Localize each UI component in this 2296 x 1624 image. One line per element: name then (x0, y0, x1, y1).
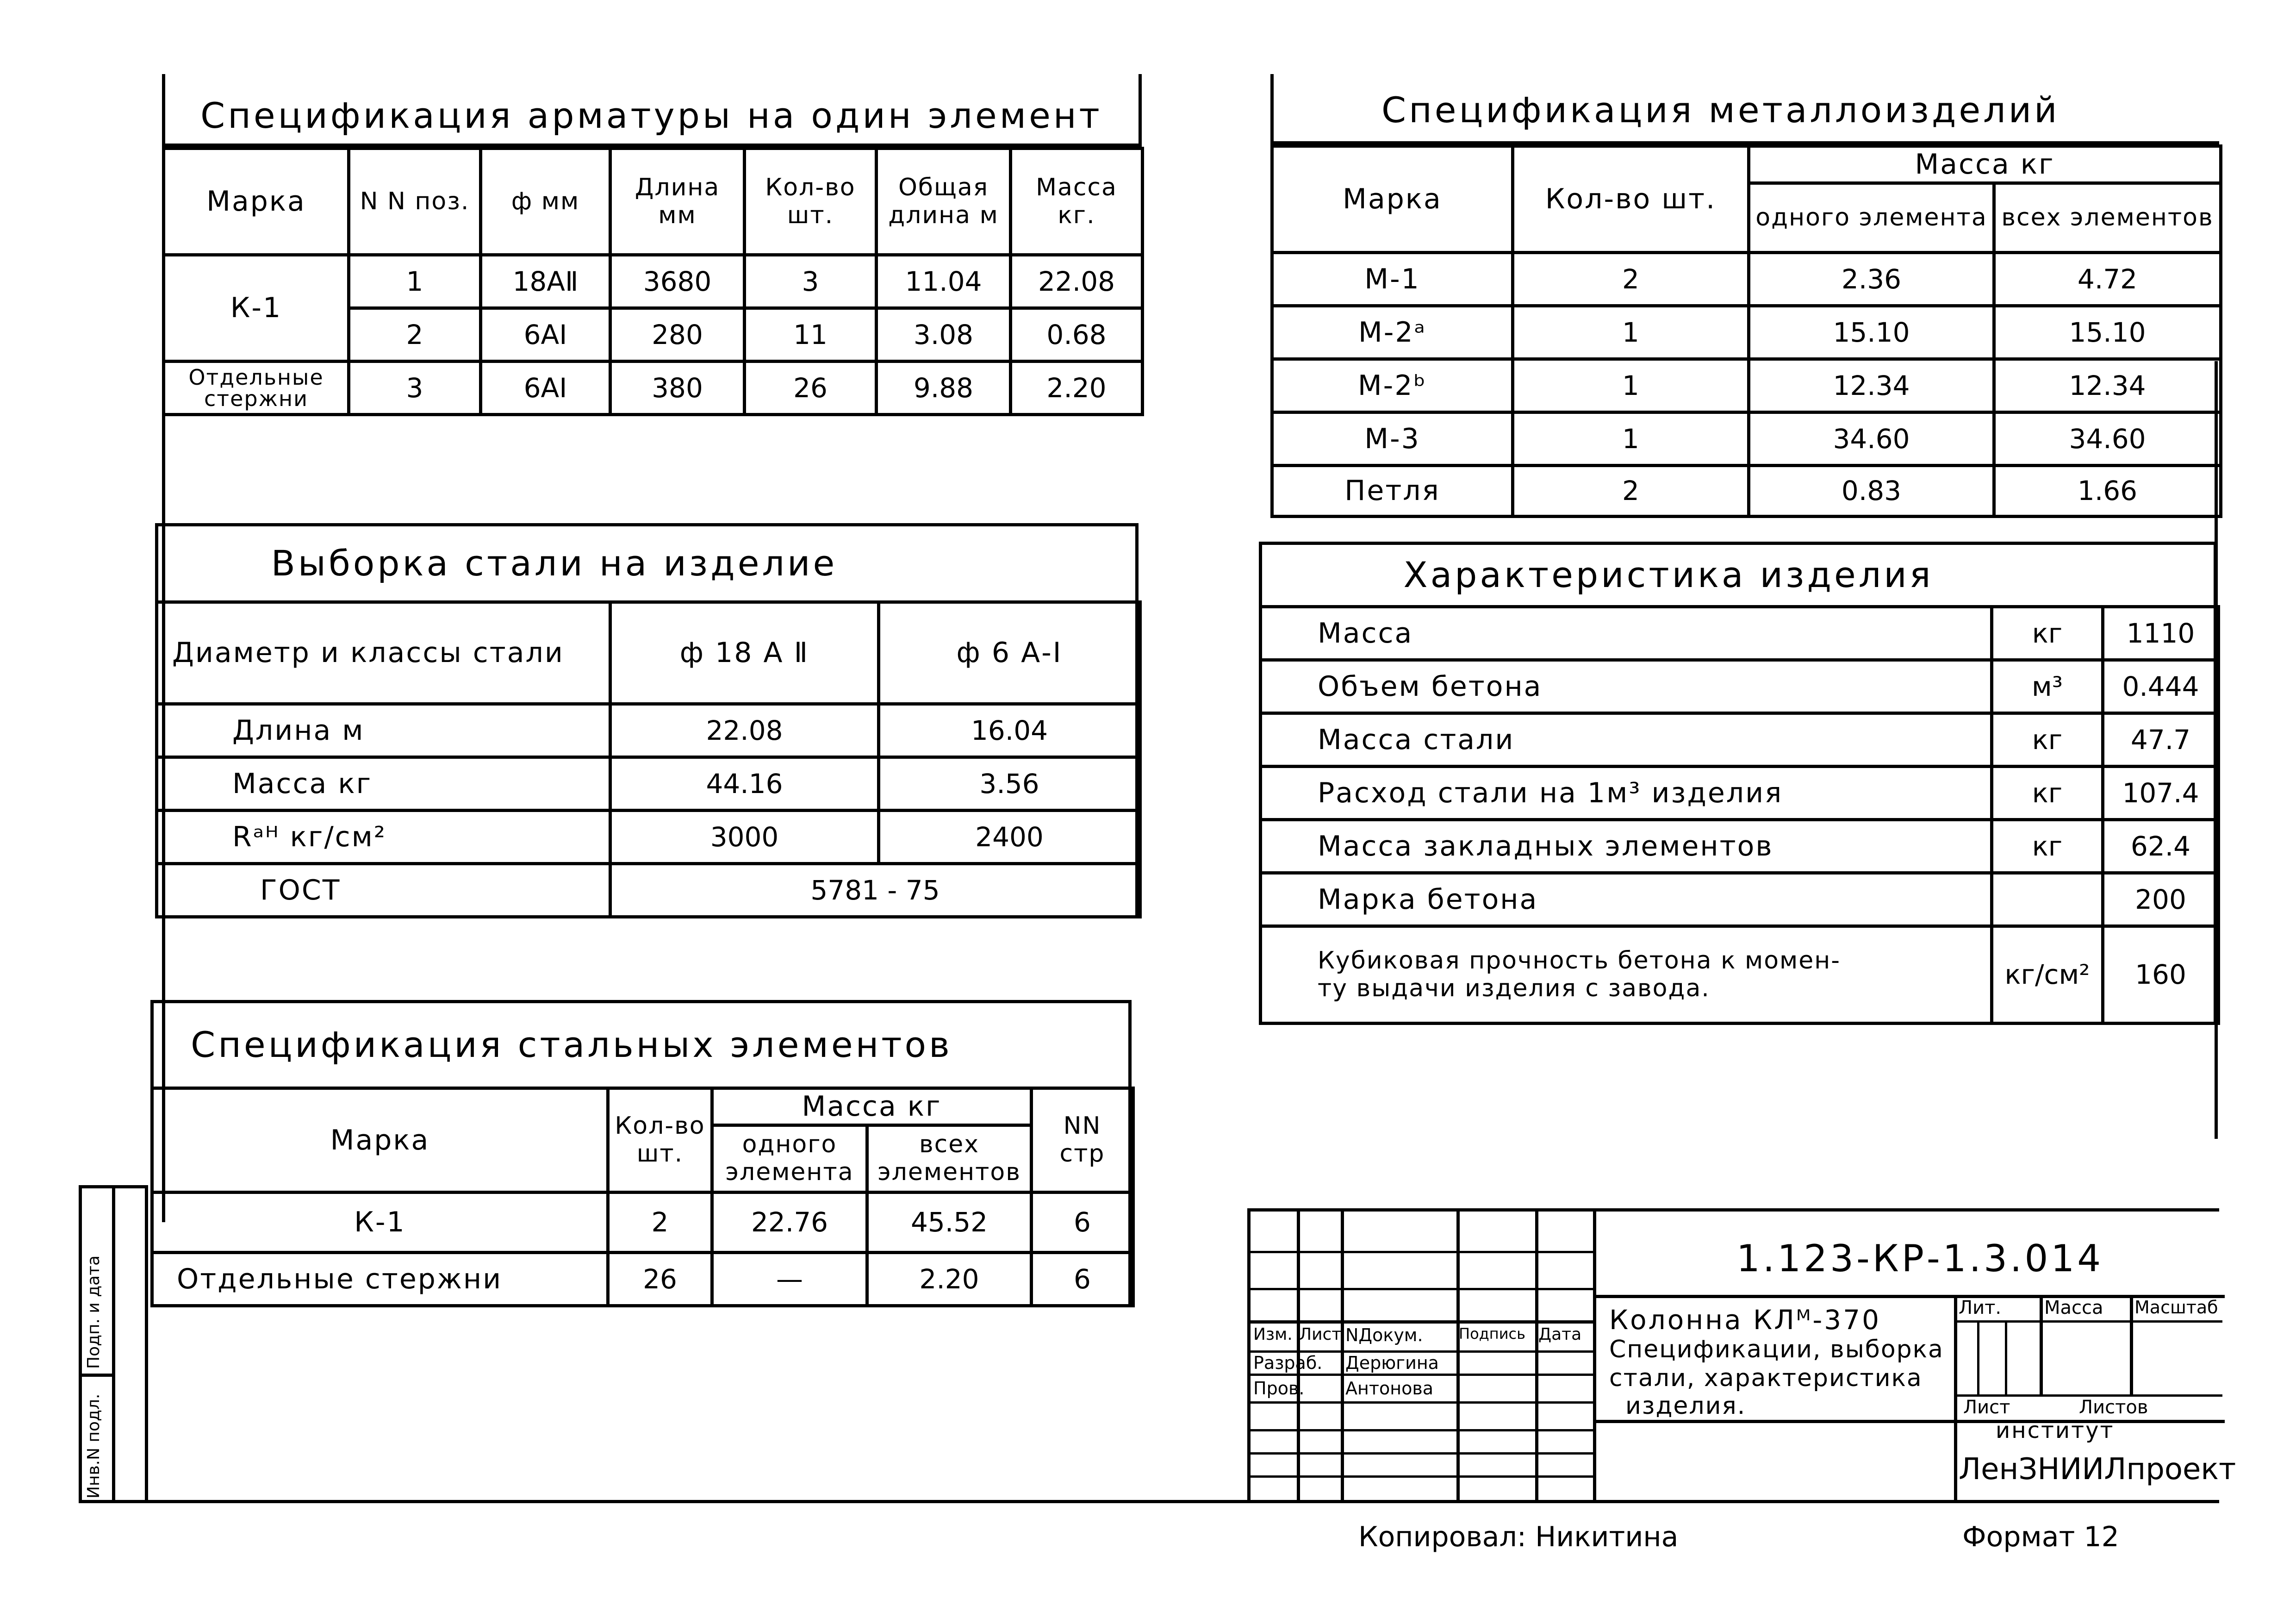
table-cell: 0.83 (1749, 466, 1994, 517)
metal-mark: М-3 (1272, 412, 1513, 466)
tb-row (1595, 1420, 2225, 1423)
table-cell: 2 (1513, 466, 1749, 517)
tb-masshtab: Масштаб (2134, 1297, 2218, 1318)
tb-row (1251, 1251, 1595, 1253)
tb-col (1535, 1212, 1538, 1503)
table-cell: 3.08 (877, 308, 1011, 362)
steel-sample-gost-value: 5781 - 75 (610, 864, 1140, 917)
metal-h-qty: Кол-во шт. (1513, 146, 1749, 253)
table-cell: 3.56 (879, 757, 1140, 811)
rebar-mark-separate: Отдельные стержни (164, 362, 349, 415)
steel-el-h-page: NN стр (1032, 1088, 1133, 1193)
rebar-mark-k1: К-1 (164, 255, 349, 362)
table-cell: 44.16 (610, 757, 879, 811)
steel-el-mark: Отдельные стержни (152, 1253, 608, 1306)
steel-el-h-mark: Марка (152, 1088, 608, 1193)
table-cell: 26 (608, 1253, 712, 1306)
char-unit: кг (1992, 767, 2103, 820)
table-cell: 0.68 (1011, 308, 1143, 362)
tb-col (1954, 1295, 1957, 1503)
table-cell: 6 (1032, 1253, 1133, 1306)
steel-sample-label: Длина м (157, 704, 610, 757)
side-stamp-inv: Инв.N подл. (84, 1393, 103, 1499)
table-cell: 3 (349, 362, 481, 415)
table-cell: 11.04 (877, 255, 1011, 308)
char-unit: кг (1992, 713, 2103, 767)
char-label: Марка бетона (1261, 873, 1992, 926)
char-value: 160 (2103, 926, 2219, 1024)
tb-row (1251, 1452, 1595, 1455)
tb-desc-2: Спецификации, выборка (1609, 1336, 1944, 1363)
characteristics-table (1259, 605, 2220, 1025)
side-stamp-sign-date: Подп. и дата (84, 1255, 103, 1369)
rebar-h-mass: Масса кг. (1011, 149, 1143, 255)
tb-h-izm: Изм. (1253, 1325, 1293, 1344)
rebar-h-qty: Кол-во шт. (745, 149, 877, 255)
tb-col (2040, 1295, 2043, 1397)
tb-row (1251, 1374, 1595, 1376)
rebar-h-dia: ф мм (481, 149, 610, 255)
table-cell: 12.34 (1749, 359, 1994, 412)
table-cell: 22.08 (1011, 255, 1143, 308)
side-stamp-divider (112, 1188, 115, 1503)
table-cell: 34.60 (1994, 412, 2221, 466)
tb-code: 1.123-КР-1.3.014 (1736, 1237, 2104, 1280)
metal-h-mark: Марка (1272, 146, 1513, 253)
metal-mark: М-2ᵃ (1272, 306, 1513, 359)
side-stamp (79, 1185, 148, 1503)
table-cell: — (712, 1253, 867, 1306)
table-cell: 22.08 (610, 704, 879, 757)
tb-desc-1: Колонна КЛᴹ-370 (1609, 1304, 1881, 1336)
table-cell: 26 (745, 362, 877, 415)
table-cell: 1 (1513, 306, 1749, 359)
rebar-spec-block (162, 88, 1141, 416)
char-value: 62.4 (2103, 820, 2219, 873)
table-cell: 1 (1513, 359, 1749, 412)
table-cell: 16.04 (879, 704, 1140, 757)
tb-institute: ЛенЗНИИЛпроект (1959, 1452, 2236, 1487)
metal-h-mass: Масса кг (1749, 146, 2221, 183)
tb-row (1251, 1429, 1595, 1431)
table-cell: 22.76 (712, 1193, 867, 1253)
tb-row (1251, 1475, 1595, 1478)
char-value: 107.4 (2103, 767, 2219, 820)
title-block (1247, 1208, 2236, 1503)
metal-mark: Петля (1272, 466, 1513, 517)
tb-razrab-label: Разраб. (1253, 1353, 1323, 1373)
char-value: 0.444 (2103, 660, 2219, 713)
table-cell: 2 (349, 308, 481, 362)
metal-spec-table (1270, 144, 2222, 518)
steel-elements-title: Спецификация стальных элементов (154, 1003, 1128, 1090)
table-cell: 2.20 (1011, 362, 1143, 415)
tb-listov: Листов (2079, 1397, 2148, 1418)
steel-sample-label: Rᵃᴴ кг/см² (157, 811, 610, 864)
steel-elements-table (150, 1087, 1135, 1307)
rebar-h-pos: N N поз. (349, 149, 481, 255)
table-cell: 3000 (610, 811, 879, 864)
char-label: Масса закладных элементов (1261, 820, 1992, 873)
steel-sample-h-col1: ф 18 А Ⅱ (610, 602, 879, 704)
steel-sample-table (155, 600, 1142, 918)
char-unit: кг (1992, 607, 2103, 660)
tb-row (1251, 1401, 1595, 1404)
tb-col (1456, 1212, 1460, 1503)
metal-h-all: всех элементов (1994, 183, 2221, 253)
table-cell: 3680 (610, 255, 745, 308)
char-label: Масса (1261, 607, 1992, 660)
tb-list: Лист (1963, 1397, 2010, 1418)
rebar-spec-table (162, 147, 1144, 416)
tb-institute-label: институт (1996, 1418, 2115, 1443)
metal-h-one: одного элемента (1749, 183, 1994, 253)
table-cell: 1.66 (1994, 466, 2221, 517)
steel-el-h-mass: Масса кг (712, 1088, 1032, 1125)
tb-h-ndoc: NДокум. (1345, 1325, 1423, 1345)
rebar-h-total: Общая длина м (877, 149, 1011, 255)
table-cell: 15.10 (1994, 306, 2221, 359)
steel-sample-h-col2: ф 6 А-Ⅰ (879, 602, 1140, 704)
table-cell: 380 (610, 362, 745, 415)
steel-sample-gost-label: ГОСТ (157, 864, 610, 917)
table-cell: 2.36 (1749, 253, 1994, 306)
tb-prov-name: Антонова (1345, 1378, 1433, 1399)
tb-col (1977, 1323, 1979, 1394)
table-cell: 4.72 (1994, 253, 2221, 306)
table-cell: 1 (1513, 412, 1749, 466)
steel-sample-block (155, 523, 1139, 918)
char-value: 200 (2103, 873, 2219, 926)
steel-el-h-one: одного элемента (712, 1125, 867, 1193)
char-label: Объем бетона (1261, 660, 1992, 713)
steel-el-h-qty: Кол-во шт. (608, 1088, 712, 1193)
footer-copied: Копировал: Никитина (1358, 1521, 1679, 1553)
table-cell: 6АⅠ (481, 308, 610, 362)
metal-spec-block (1270, 79, 2219, 518)
char-unit: кг (1992, 820, 2103, 873)
tb-massa: Масса (2044, 1297, 2103, 1318)
rebar-spec-title: Спецификация арматуры на один элемент (162, 88, 1141, 147)
tb-prov-label: Пров. (1253, 1378, 1305, 1399)
table-cell: 6 (1032, 1193, 1133, 1253)
table-cell: 2 (1513, 253, 1749, 306)
steel-el-mark: К-1 (152, 1193, 608, 1253)
tb-h-list: Лист (1299, 1325, 1342, 1344)
tb-desc-3: стали, характеристика (1609, 1364, 1923, 1392)
table-cell: 2 (608, 1193, 712, 1253)
side-stamp-divider (82, 1374, 113, 1377)
table-cell: 15.10 (1749, 306, 1994, 359)
tb-row (1954, 1320, 2222, 1323)
characteristics-title: Характеристика изделия (1262, 545, 2214, 608)
steel-sample-h-label: Диаметр и классы стали (157, 602, 610, 704)
table-cell: 45.52 (867, 1193, 1032, 1253)
char-value: 1110 (2103, 607, 2219, 660)
table-cell: 2.20 (867, 1253, 1032, 1306)
tb-row (1251, 1288, 1595, 1290)
steel-el-h-all: всех элементов (867, 1125, 1032, 1193)
table-cell: 2400 (879, 811, 1140, 864)
char-unit (1992, 873, 2103, 926)
rebar-h-mark: Марка (164, 149, 349, 255)
table-cell: 280 (610, 308, 745, 362)
tb-lit: Лит. (1959, 1297, 2002, 1318)
tb-col (2005, 1323, 2007, 1394)
tb-h-date: Дата (1538, 1325, 1582, 1344)
char-label: Расход стали на 1м³ изделия (1261, 767, 1992, 820)
table-cell: 34.60 (1749, 412, 1994, 466)
char-unit: кг/см² (1992, 926, 2103, 1024)
char-label: Кубиковая прочность бетона к момен- ту выдачи изделия с завода. (1261, 926, 1992, 1024)
metal-spec-title: Спецификация металлоизделий (1270, 79, 2219, 144)
table-cell: 9.88 (877, 362, 1011, 415)
steel-elements-block (150, 1000, 1132, 1307)
tb-row (1251, 1320, 1595, 1324)
footer-format: Формат 12 (1962, 1521, 2119, 1553)
tb-col (2130, 1295, 2133, 1397)
table-cell: 1 (349, 255, 481, 308)
table-cell: 3 (745, 255, 877, 308)
metal-mark: М-1 (1272, 253, 1513, 306)
table-cell: 12.34 (1994, 359, 2221, 412)
metal-mark: М-2ᵇ (1272, 359, 1513, 412)
tb-razrab-name: Дерюгина (1345, 1353, 1439, 1373)
rebar-h-len: Длина мм (610, 149, 745, 255)
char-value: 47.7 (2103, 713, 2219, 767)
tb-desc-4: изделия. (1625, 1392, 1746, 1420)
steel-sample-title: Выборка стали на изделие (158, 526, 1135, 604)
tb-col (1341, 1212, 1344, 1503)
table-cell: 6АⅠ (481, 362, 610, 415)
steel-sample-label: Масса кг (157, 757, 610, 811)
characteristics-block (1259, 542, 2217, 1025)
tb-col (1593, 1212, 1596, 1503)
table-cell: 18АⅡ (481, 255, 610, 308)
char-unit: м³ (1992, 660, 2103, 713)
tb-h-sign: Подпись (1459, 1325, 1525, 1343)
table-cell: 11 (745, 308, 877, 362)
char-label: Масса стали (1261, 713, 1992, 767)
